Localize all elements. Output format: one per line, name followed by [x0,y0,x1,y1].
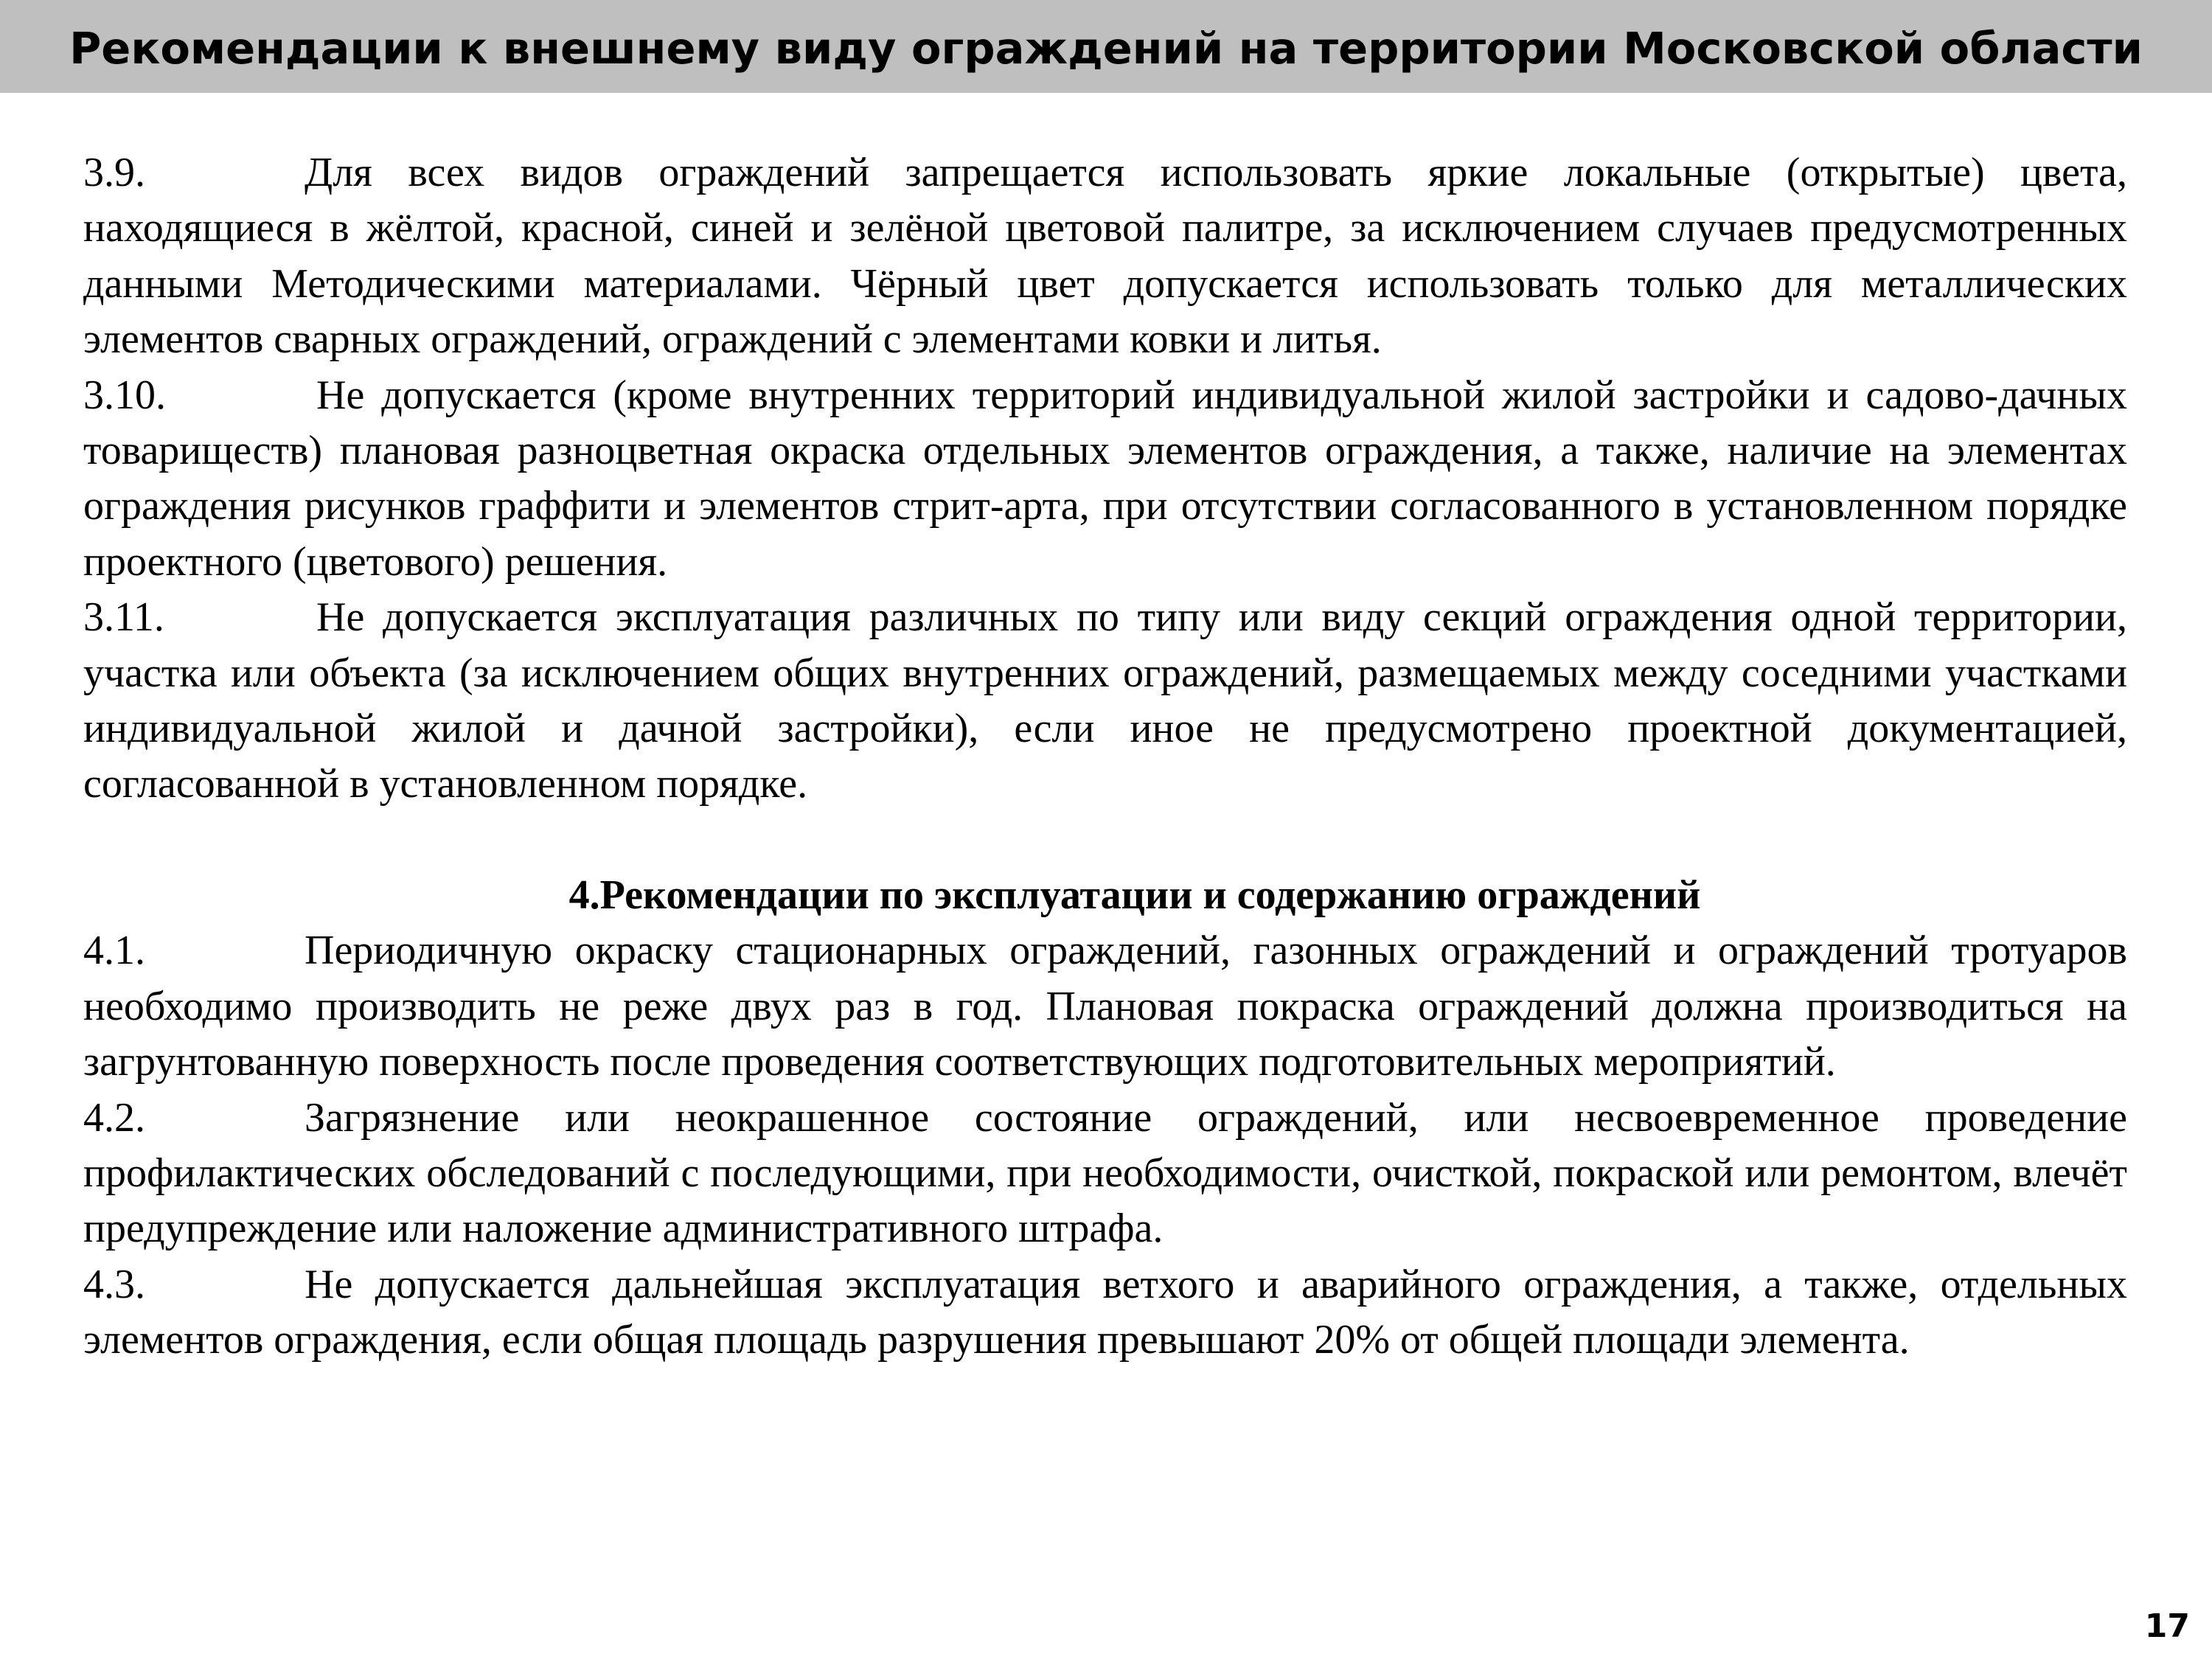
paragraph-text: Для всех видов ограждений запрещается использовать яркие локальные (открытые) цвета, находящиеся в жёлтой, красной, синей и зелёной цветовой палитре, за исключением случаев предусмотренных данными Методическими материалами. Чёрный цвет допускается использовать только для металлических элементов сварных ограждений, ограждений с элементами ковки и литья. [83,150,2127,363]
header-bar [0,0,2212,93]
paragraph-text: Не допускается (кроме внутренних территорий индивидуальной жилой застройки и садово-дачных товариществ) плановая разноцветная окраска отдельных элементов ограждения, а также, наличие на элементах ограждения рисунков граффити и элементов стрит-арта, при отсутствии согласованного в установленном порядке проектного (цветового) решения. [83,372,2127,585]
paragraph-3-9 [83,145,2127,368]
page-number: 17 [2144,1607,2190,1645]
document-body [83,145,2127,1368]
paragraph-number: 4.2. [83,1094,145,1141]
paragraph-number: 4.3. [83,1261,145,1307]
paragraph-number: 4.1. [83,928,145,974]
paragraph-4-3 [83,1257,2127,1368]
paragraph-number: 3.9. [83,150,145,195]
paragraph-3-10 [83,368,2127,591]
paragraph-text: Периодичную окраску стационарных ограждений, газонных ограждений и ограждений тротуаров необходимо производить не реже двух раз в год. Плановая покраска ограждений должна производиться на загрунтованную поверхность после проведения соответствующих подготовительных мероприятий. [83,928,2127,1085]
paragraph-4-1 [83,923,2127,1090]
paragraph-number: 3.10. [83,372,166,418]
paragraph-text: Не допускается дальнейшая эксплуатация ветхого и аварийного ограждения, а также, отдельных элементов ограждения, если общая площадь разрушения превышают 20% от общей площади элемента. [83,1261,2127,1363]
paragraph-3-11 [83,590,2127,813]
paragraph-4-2 [83,1091,2127,1257]
page-title: Рекомендации к внешнему виду ограждений на территории Московской области [69,22,2143,74]
section-heading: 4.Рекомендации по эксплуатации и содержанию ограждений [568,872,1701,918]
paragraph-text: Загрязнение или неокрашенное состояние ограждений, или несвоевременное проведение профилактических обследований с последующими, при необходимости, очисткой, покраской или ремонтом, влечёт предупреждение или наложение административного штрафа. [83,1094,2127,1252]
paragraph-text: Не допускается эксплуатация различных по типу или виду секций ограждения одной территории, участка или объекта (за исключением общих внутренних ограждений, размещаемых между соседними участками индивидуальной жилой и дачной застройки), если иное не предусмотрено проектной документацией, согласованной в установленном порядке. [83,594,2127,807]
paragraph-number: 3.11. [83,594,164,641]
